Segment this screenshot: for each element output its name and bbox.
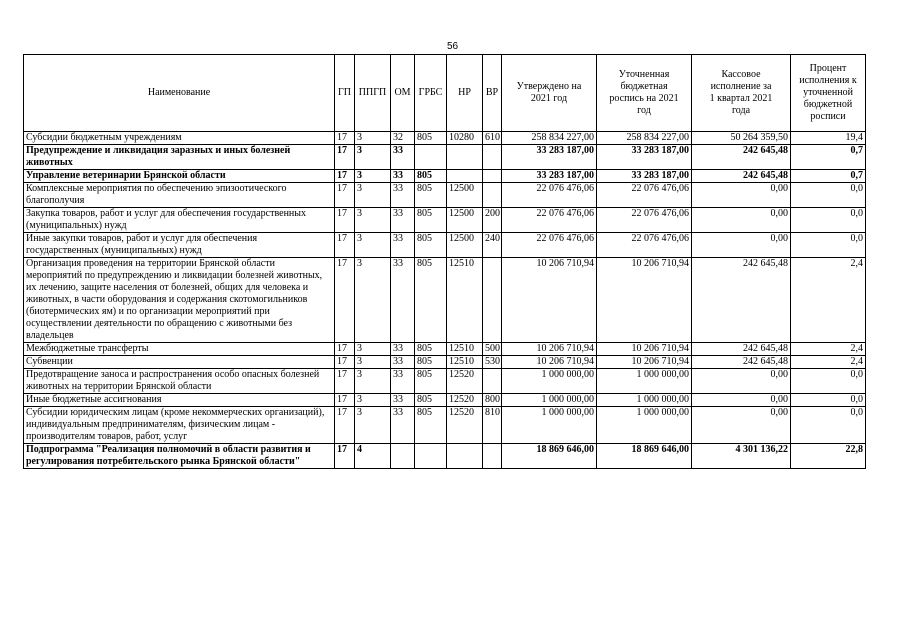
table-row: [24, 258, 866, 343]
row-np: 10280: [447, 132, 483, 145]
row-ppgp: 3: [355, 183, 391, 208]
header-gp: ГП: [335, 55, 355, 132]
row-om: 33: [391, 343, 415, 356]
row-vr: 810: [483, 407, 502, 444]
row-cash: 50 264 359,50: [692, 132, 791, 145]
row-gp: 17: [335, 356, 355, 369]
row-approved: 1 000 000,00: [502, 394, 597, 407]
row-refined: 22 076 476,06: [597, 233, 692, 258]
budget-table: [23, 54, 866, 469]
row-om: 33: [391, 369, 415, 394]
table-row: [24, 132, 866, 145]
row-grbs: 805: [415, 170, 447, 183]
row-gp: 17: [335, 343, 355, 356]
row-cash: 0,00: [692, 183, 791, 208]
row-cash: 0,00: [692, 369, 791, 394]
row-approved: 258 834 227,00: [502, 132, 597, 145]
table-row: [24, 444, 866, 469]
row-np: 12510: [447, 258, 483, 343]
row-grbs: 805: [415, 183, 447, 208]
row-ppgp: 3: [355, 369, 391, 394]
row-percent: 0,0: [791, 208, 866, 233]
table-row: [24, 145, 866, 170]
row-refined: 10 206 710,94: [597, 258, 692, 343]
page-number: 56: [446, 41, 459, 52]
row-approved: 1 000 000,00: [502, 407, 597, 444]
row-percent: 0,0: [791, 233, 866, 258]
row-vr: 500: [483, 343, 502, 356]
row-gp: 17: [335, 258, 355, 343]
row-gp: 17: [335, 170, 355, 183]
row-np: 12500: [447, 208, 483, 233]
row-percent: 2,4: [791, 343, 866, 356]
row-ppgp: 3: [355, 356, 391, 369]
row-vr: [483, 170, 502, 183]
row-cash: 242 645,48: [692, 356, 791, 369]
row-approved: 22 076 476,06: [502, 183, 597, 208]
table-row: [24, 356, 866, 369]
row-gp: 17: [335, 444, 355, 469]
row-name: Иные закупки товаров, работ и услуг для обеспечения государственных (муниципальных) нужд: [24, 233, 335, 258]
row-ppgp: 3: [355, 407, 391, 444]
row-refined: 1 000 000,00: [597, 369, 692, 394]
header-approved: Утверждено на 2021 год: [502, 55, 597, 132]
row-grbs: [415, 145, 447, 170]
row-cash: 0,00: [692, 208, 791, 233]
header-refined: Уточненная бюджетная роспись на 2021 год: [597, 55, 692, 132]
row-name: Комплексные мероприятия по обеспечению эпизоотического благополучия: [24, 183, 335, 208]
row-name: Подпрограмма "Реализация полномочий в области развития и регулирования потребительского рынка Брянской области": [24, 444, 335, 469]
row-grbs: 805: [415, 369, 447, 394]
row-om: 33: [391, 394, 415, 407]
row-approved: 33 283 187,00: [502, 145, 597, 170]
row-vr: 530: [483, 356, 502, 369]
row-gp: 17: [335, 145, 355, 170]
row-percent: 0,7: [791, 145, 866, 170]
header-percent: Процент исполнения к уточненной бюджетной росписи: [791, 55, 866, 132]
row-percent: 22,8: [791, 444, 866, 469]
header-grbs: ГРБС: [415, 55, 447, 132]
table-header-row: [24, 55, 866, 132]
row-percent: 0,0: [791, 394, 866, 407]
header-cash: Кассовое исполнение за 1 квартал 2021 года: [692, 55, 791, 132]
table-row: [24, 407, 866, 444]
header-vr: ВР: [483, 55, 502, 132]
row-om: 33: [391, 208, 415, 233]
header-np: НР: [447, 55, 483, 132]
row-grbs: 805: [415, 394, 447, 407]
table-row: [24, 170, 866, 183]
row-ppgp: 3: [355, 145, 391, 170]
row-vr: 200: [483, 208, 502, 233]
row-vr: [483, 369, 502, 394]
row-om: 33: [391, 170, 415, 183]
row-grbs: 805: [415, 208, 447, 233]
row-refined: 22 076 476,06: [597, 208, 692, 233]
row-cash: 242 645,48: [692, 170, 791, 183]
row-approved: 10 206 710,94: [502, 356, 597, 369]
row-name: Субсидии юридическим лицам (кроме некоммерческих организаций), индивидуальным предпринимателям, физическим лицам - производителям товаров, работ, услуг: [24, 407, 335, 444]
row-np: 12510: [447, 343, 483, 356]
table-row: [24, 343, 866, 356]
header-ppgp: ППГП: [355, 55, 391, 132]
row-om: 33: [391, 407, 415, 444]
table-row: [24, 394, 866, 407]
row-np: 12520: [447, 394, 483, 407]
table-row: [24, 183, 866, 208]
row-om: 33: [391, 233, 415, 258]
row-refined: 1 000 000,00: [597, 407, 692, 444]
row-om: 33: [391, 183, 415, 208]
row-gp: 17: [335, 183, 355, 208]
row-np: 12500: [447, 233, 483, 258]
row-gp: 17: [335, 394, 355, 407]
row-refined: 10 206 710,94: [597, 356, 692, 369]
row-om: [391, 444, 415, 469]
row-refined: 22 076 476,06: [597, 183, 692, 208]
row-np: 12520: [447, 369, 483, 394]
row-vr: [483, 444, 502, 469]
row-cash: 4 301 136,22: [692, 444, 791, 469]
row-vr: [483, 183, 502, 208]
row-cash: 0,00: [692, 233, 791, 258]
row-name: Межбюджетные трансферты: [24, 343, 335, 356]
row-refined: 10 206 710,94: [597, 343, 692, 356]
row-grbs: 805: [415, 407, 447, 444]
row-gp: 17: [335, 407, 355, 444]
row-grbs: 805: [415, 356, 447, 369]
row-cash: 0,00: [692, 407, 791, 444]
row-refined: 1 000 000,00: [597, 394, 692, 407]
row-gp: 17: [335, 208, 355, 233]
row-percent: 2,4: [791, 356, 866, 369]
row-grbs: 805: [415, 233, 447, 258]
table-row: [24, 369, 866, 394]
row-percent: 0,0: [791, 407, 866, 444]
row-percent: 0,0: [791, 183, 866, 208]
row-np: 12510: [447, 356, 483, 369]
row-approved: 10 206 710,94: [502, 343, 597, 356]
row-om: 33: [391, 145, 415, 170]
header-om: ОМ: [391, 55, 415, 132]
header-name: Наименование: [24, 55, 335, 132]
row-grbs: 805: [415, 132, 447, 145]
row-vr: [483, 258, 502, 343]
row-name: Субсидии бюджетным учреждениям: [24, 132, 335, 145]
row-ppgp: 3: [355, 258, 391, 343]
row-np: [447, 444, 483, 469]
row-name: Предупреждение и ликвидация заразных и иных болезней животных: [24, 145, 335, 170]
row-approved: 10 206 710,94: [502, 258, 597, 343]
row-gp: 17: [335, 369, 355, 394]
row-refined: 33 283 187,00: [597, 170, 692, 183]
row-np: [447, 145, 483, 170]
row-om: 33: [391, 258, 415, 343]
row-approved: 1 000 000,00: [502, 369, 597, 394]
row-np: 12520: [447, 407, 483, 444]
row-np: [447, 170, 483, 183]
row-vr: 800: [483, 394, 502, 407]
row-approved: 33 283 187,00: [502, 170, 597, 183]
row-np: 12500: [447, 183, 483, 208]
row-name: Управление ветеринарии Брянской области: [24, 170, 335, 183]
row-grbs: [415, 444, 447, 469]
row-vr: 240: [483, 233, 502, 258]
row-cash: 242 645,48: [692, 145, 791, 170]
table-row: [24, 233, 866, 258]
row-cash: 0,00: [692, 394, 791, 407]
row-ppgp: 3: [355, 233, 391, 258]
row-percent: 0,0: [791, 369, 866, 394]
row-grbs: 805: [415, 258, 447, 343]
row-approved: 18 869 646,00: [502, 444, 597, 469]
row-refined: 33 283 187,00: [597, 145, 692, 170]
row-name: Иные бюджетные ассигнования: [24, 394, 335, 407]
row-om: 33: [391, 356, 415, 369]
row-vr: [483, 145, 502, 170]
row-om: 32: [391, 132, 415, 145]
row-ppgp: 3: [355, 170, 391, 183]
row-gp: 17: [335, 233, 355, 258]
row-percent: 19,4: [791, 132, 866, 145]
row-percent: 0,7: [791, 170, 866, 183]
row-approved: 22 076 476,06: [502, 208, 597, 233]
row-cash: 242 645,48: [692, 343, 791, 356]
row-name: Предотвращение заноса и распространения особо опасных болезней животных на территории Брянской области: [24, 369, 335, 394]
table-row: [24, 208, 866, 233]
row-grbs: 805: [415, 343, 447, 356]
row-ppgp: 3: [355, 208, 391, 233]
row-name: Организация проведения на территории Брянской области мероприятий по предупреждению и ликвидации болезней животных, их лечению, защите населения от болезней, общих для человека и животных, в части оборудования и содержания скотомогильников (биотермических ям) и по организации мероприятий при осуществлении деятельности по обращению с животными без владельцев: [24, 258, 335, 343]
row-vr: 610: [483, 132, 502, 145]
row-ppgp: 4: [355, 444, 391, 469]
row-ppgp: 3: [355, 343, 391, 356]
row-cash: 242 645,48: [692, 258, 791, 343]
row-ppgp: 3: [355, 394, 391, 407]
row-gp: 17: [335, 132, 355, 145]
row-refined: 18 869 646,00: [597, 444, 692, 469]
row-name: Субвенции: [24, 356, 335, 369]
row-name: Закупка товаров, работ и услуг для обеспечения государственных (муниципальных) нужд: [24, 208, 335, 233]
row-approved: 22 076 476,06: [502, 233, 597, 258]
row-percent: 2,4: [791, 258, 866, 343]
row-ppgp: 3: [355, 132, 391, 145]
row-refined: 258 834 227,00: [597, 132, 692, 145]
